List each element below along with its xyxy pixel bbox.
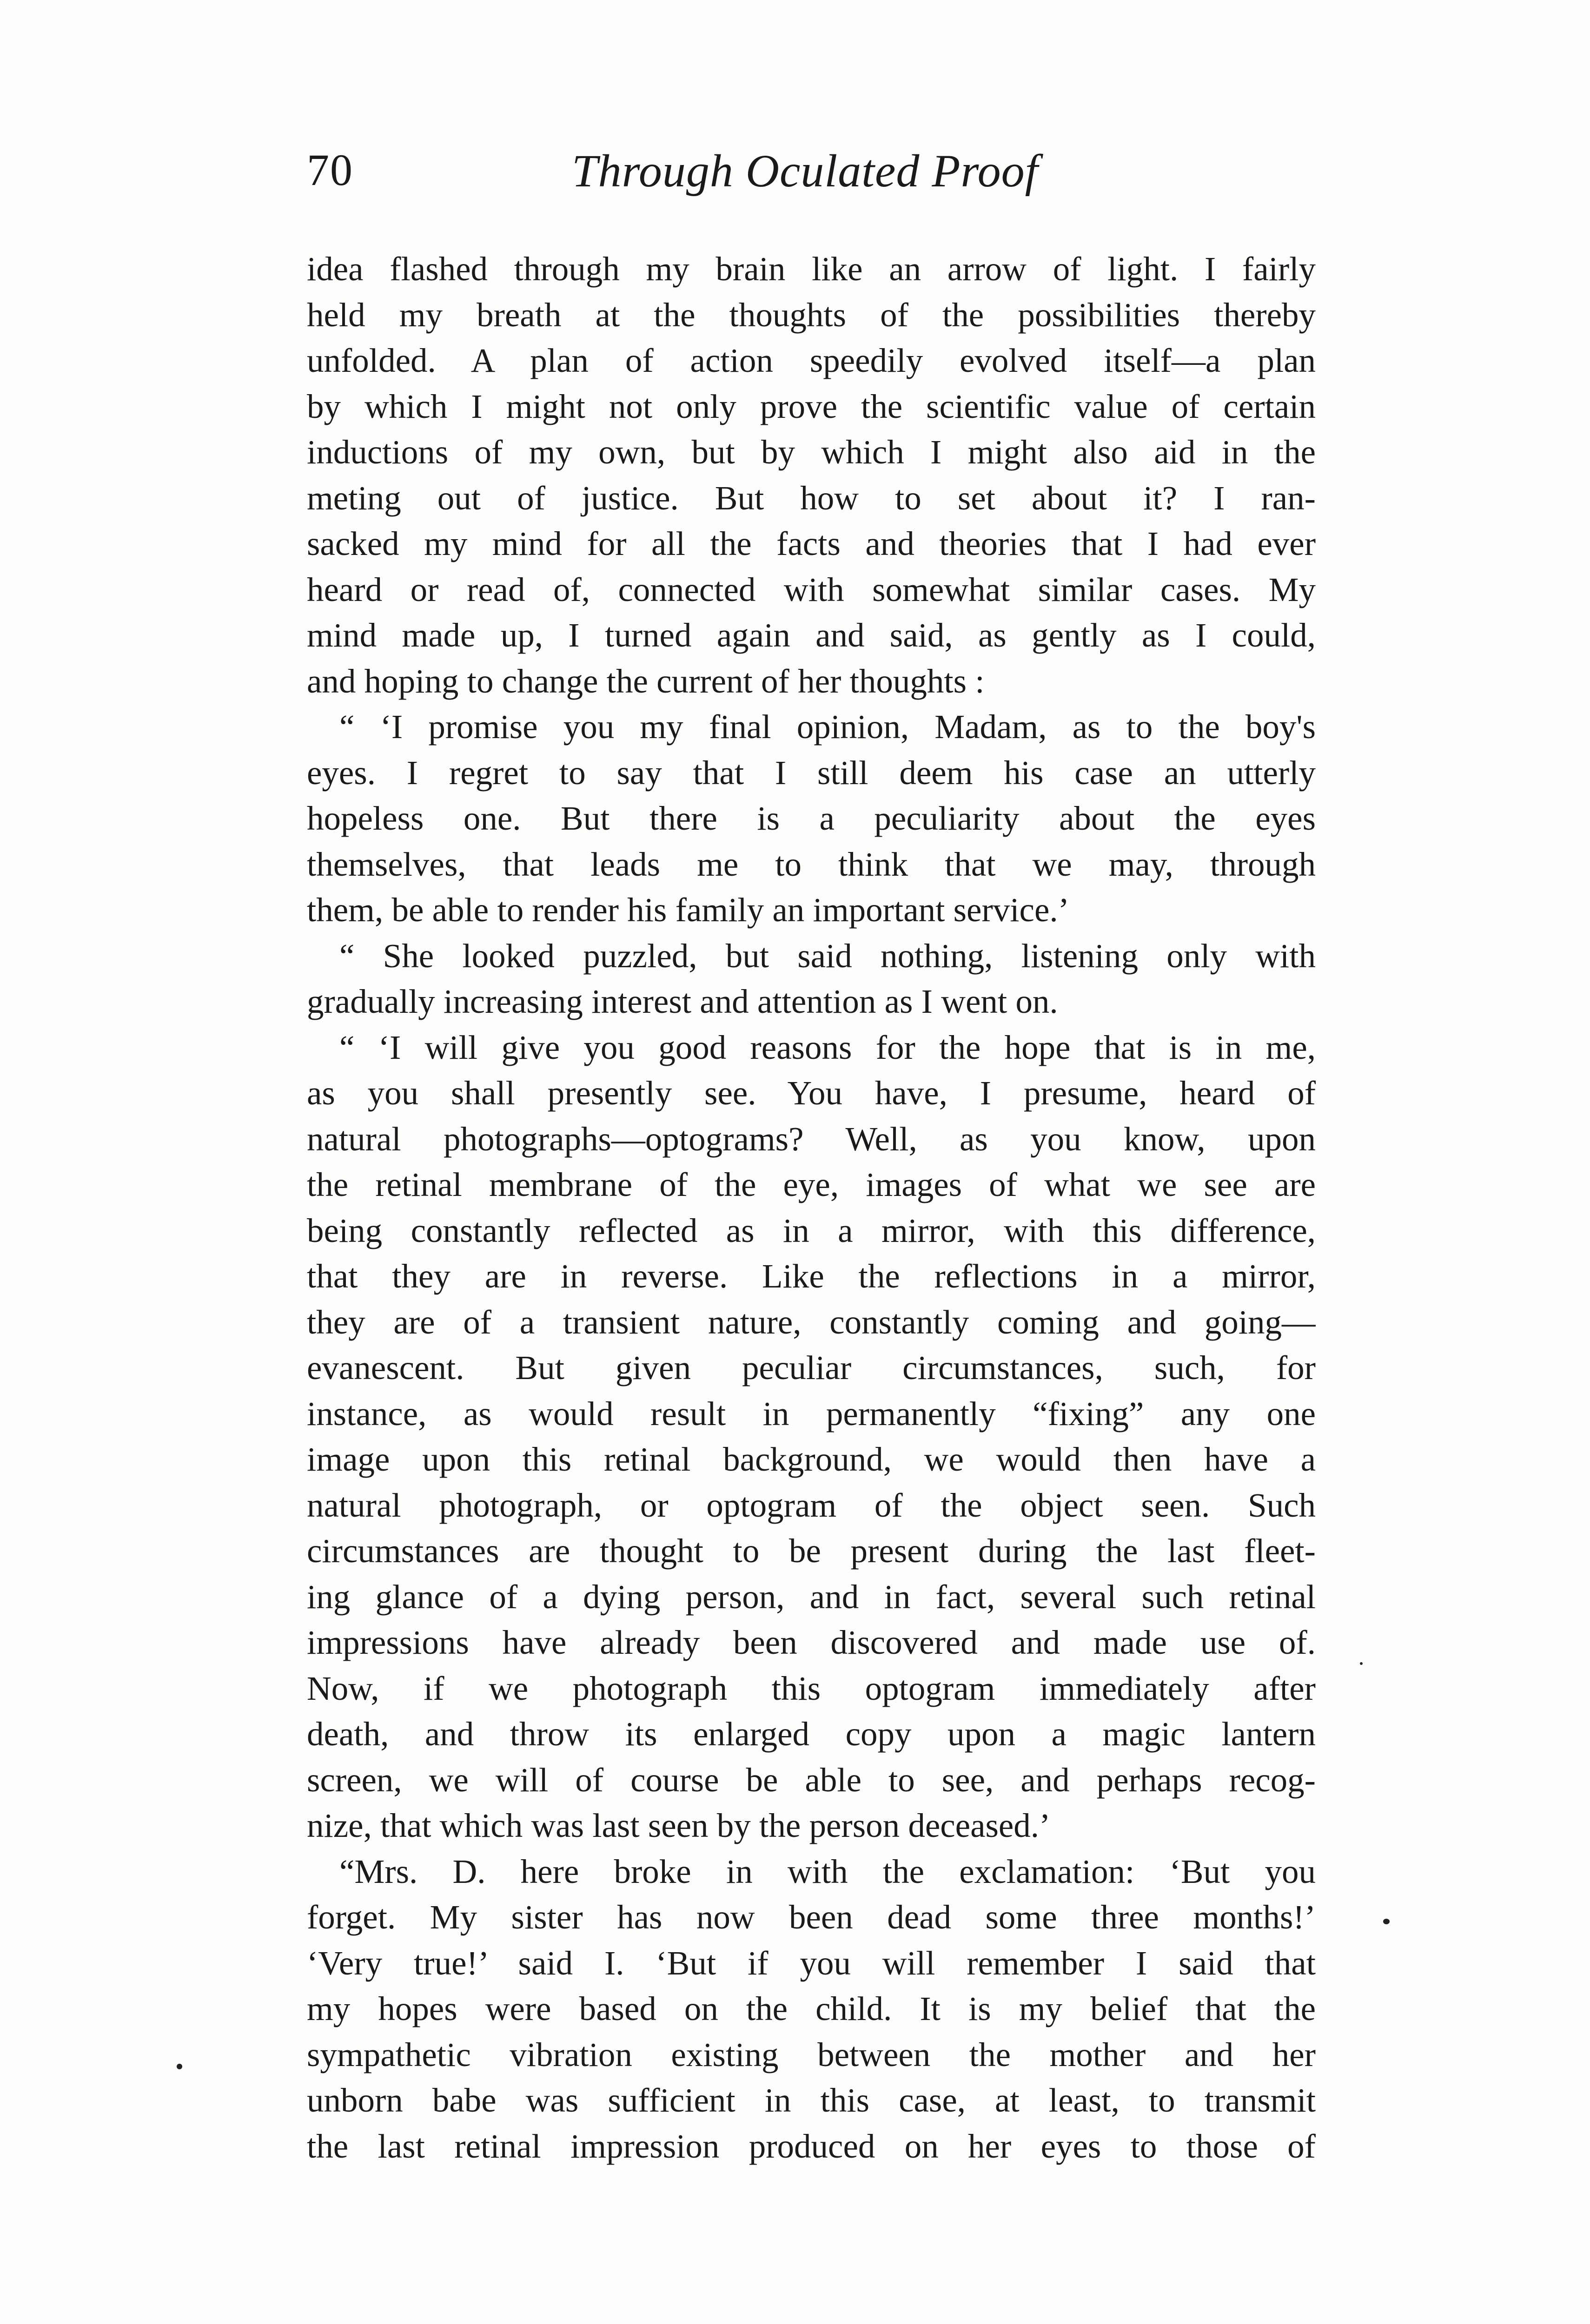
text-line: themselves, that leads me to think that we may, through	[307, 845, 1316, 883]
text-line: death, and throw its enlarged copy upon a magic lantern	[307, 1715, 1316, 1753]
text-line: my hopes were based on the child. It is my belief that the	[307, 1990, 1316, 2027]
text-line: hopeless one. But there is a peculiarity about the eyes	[307, 799, 1316, 837]
text-line: natural photographs—optograms? Well, as you know, upon	[307, 1120, 1316, 1158]
text-line: mind made up, I turned again and said, as gently as I could,	[307, 616, 1316, 654]
text-line: them, be able to render his family an important service.’	[307, 891, 1069, 929]
text-line: sympathetic vibration existing between the mother and her	[307, 2035, 1316, 2073]
text-line: held my breath at the thoughts of the possibilities thereby	[307, 296, 1316, 334]
text-line: by which I might not only prove the scientific value of certain	[307, 387, 1316, 425]
text-line: “ ‘I will give you good reasons for the hope that is in me,	[339, 1028, 1316, 1066]
text-line: they are of a transient nature, constantly coming and going—	[307, 1303, 1316, 1341]
text-line: forget. My sister has now been dead some three months!’	[307, 1898, 1316, 1936]
body-text	[307, 246, 1316, 2169]
print-speck	[177, 2064, 182, 2069]
text-line: natural photograph, or optogram of the object seen. Such	[307, 1486, 1316, 1524]
text-line: unborn babe was sufficient in this case, at least, to transmit	[307, 2081, 1316, 2119]
text-line: image upon this retinal background, we would then have a	[307, 1440, 1316, 1478]
text-line: and hoping to change the current of her thoughts :	[307, 662, 985, 700]
text-line: Now, if we photograph this optogram immediately after	[307, 1669, 1316, 1707]
text-line: the retinal membrane of the eye, images of what we see are	[307, 1166, 1316, 1203]
text-line: instance, as would result in permanently “fixing” any one	[307, 1394, 1316, 1433]
text-line: that they are in reverse. Like the reflections in a mirror,	[307, 1257, 1316, 1295]
text-line: idea flashed through my brain like an arrow of light. I fairly	[307, 250, 1316, 288]
print-speck	[1383, 1919, 1390, 1924]
text-line: unfolded. A plan of action speedily evolved itself—a plan	[307, 342, 1316, 379]
text-line: inductions of my own, but by which I might also aid in the	[307, 433, 1316, 471]
text-line: evanescent. But given peculiar circumstances, such, for	[307, 1349, 1316, 1386]
text-line: impressions have already been discovered and made use of.	[307, 1624, 1316, 1661]
print-speck	[1360, 1662, 1363, 1665]
text-line: “ ‘I promise you my final opinion, Madam, as to the boy's	[339, 708, 1316, 746]
text-line: ing glance of a dying person, and in fact, several such retinal	[307, 1578, 1316, 1616]
text-line: eyes. I regret to say that I still deem his case an utterly	[307, 753, 1316, 792]
text-line: meting out of justice. But how to set about it? I ran-	[307, 479, 1316, 517]
text-line: as you shall presently see. You have, I presume, heard of	[307, 1074, 1316, 1112]
running-head: Through Oculated Proof	[572, 145, 1039, 197]
text-line: “ She looked puzzled, but said nothing, listening only with	[339, 937, 1316, 975]
text-line: circumstances are thought to be present during the last fleet-	[307, 1532, 1316, 1570]
text-line: “Mrs. D. here broke in with the exclamation: ‘But you	[339, 1852, 1316, 1890]
text-line: sacked my mind for all the facts and theories that I had ever	[307, 525, 1316, 562]
text-line: screen, we will of course be able to see, and perhaps recog-	[307, 1761, 1316, 1799]
text-line: ‘Very true!’ said I. ‘But if you will remember I said that	[307, 1944, 1316, 1982]
page-number: 70	[307, 145, 353, 195]
text-line: being constantly reflected as in a mirror, with this difference,	[307, 1211, 1316, 1249]
text-line: gradually increasing interest and attention as I went on.	[307, 983, 1058, 1020]
text-line: heard or read of, connected with somewhat similar cases. My	[307, 570, 1316, 608]
text-line: the last retinal impression produced on her eyes to those of	[307, 2127, 1316, 2165]
text-line: nize, that which was last seen by the person deceased.’	[307, 1807, 1051, 1844]
